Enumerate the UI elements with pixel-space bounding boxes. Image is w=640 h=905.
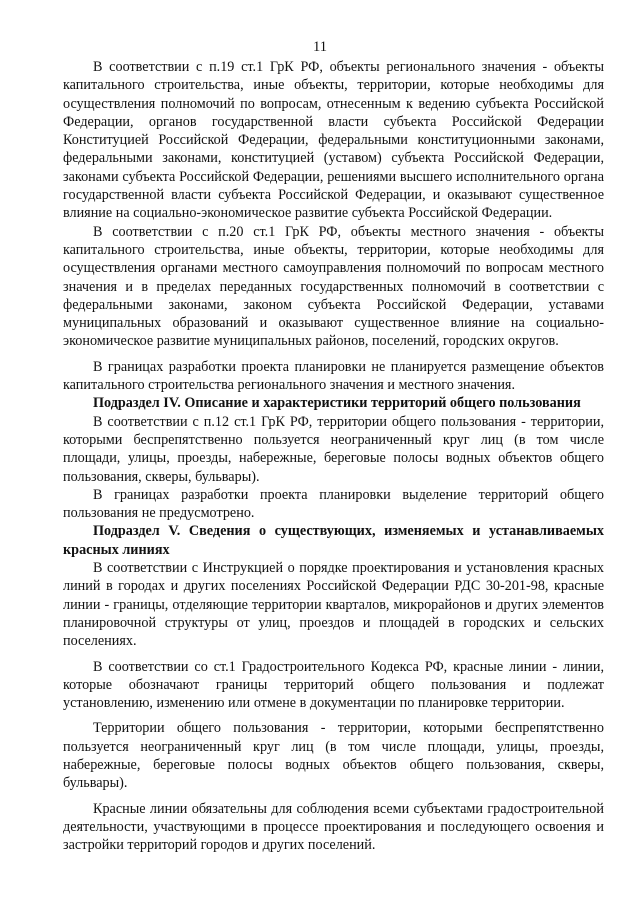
- paragraph-no-placement: В границах разработки проекта планировки не планируется размещение объектов капитального строительства регионального значения и местного значения.: [63, 358, 604, 394]
- paragraph-public-territories-definition: Территории общего пользования - территории, которыми беспрепятственно пользуется неограниченный круг лиц (в том числе площади, улицы, проезды, набережные, береговые полосы водных объектов общего пользования, скверы, бульвары).: [63, 720, 604, 792]
- page-number: 11: [313, 39, 327, 55]
- document-body: [63, 58, 604, 854]
- paragraph-public-territories: В соответствии с п.12 ст.1 ГрК РФ, территории общего пользования - территории, которыми беспрепятственно пользуется неограниченный круг лиц (в том числе площади, улицы, проезды, набережные, береговые полосы водных объектов общего пользования, скверы, бульвары).: [63, 413, 604, 485]
- paragraph-red-lines-code: В соответствии со ст.1 Градостроительного Кодекса РФ, красные линии - линии, которые обозначают границы территорий общего пользования и подлежат установлению, изменению или отмене в документации по планировке территории.: [63, 658, 604, 712]
- paragraph-red-lines-instruction: В соответствии с Инструкцией о порядке проектирования и установления красных линий в городах и других поселениях Российской Федерации РДС 30-201-98, красные линии - границы, отделяющие территории кварталов, микрорайонов и других элементов планировочной структуры от улиц, проездов и площадей в городских и сельских поселениях.: [63, 560, 604, 650]
- section-heading-iv: Подраздел IV. Описание и характеристики территорий общего пользования: [93, 395, 581, 412]
- paragraph-no-public-territories: В границах разработки проекта планировки выделение территорий общего пользования не предусмотрено.: [63, 486, 604, 522]
- section-heading-v: Подраздел V. Сведения о существующих, изменяемых и устанавливаемых красных линиях: [63, 523, 604, 558]
- paragraph-regional-objects: В соответствии с п.19 ст.1 ГрК РФ, объекты регионального значения - объекты капитального строительства, иные объекты, территории, которые необходимы для осуществления полномочий по вопросам, отнесенным к ведению субъекта Российской Федерации, органов государственной власти субъекта Российской Федерации Конституцией Российской Федерации, федеральными конституционными законами, федеральными законами, конституцией (уставом) субъекта Российской Федерации, законами субъекта Российской Федерации, решениями высшего исполнительного органа государственной власти субъекта Российской Федерации, и оказывают существенное влияние на социально-экономическое развитие субъекта Российской Федерации.: [63, 59, 604, 222]
- paragraph-local-objects: В соответствии с п.20 ст.1 ГрК РФ, объекты местного значения - объекты капитального строительства, иные объекты, территории, которые необходимы для осуществления органами местного самоуправления полномочий по вопросам местного значения и в пределах переданных государственных полномочий в соответствии с федеральными законами, законом субъекта Российской Федерации, уставами муниципальных образований и оказывают существенное влияние на социально-экономическое развитие муниципальных районов, поселений, городских округов.: [63, 223, 604, 350]
- paragraph-red-lines-mandatory: Красные линии обязательны для соблюдения всеми субъектами градостроительной деятельности, участвующими в процессе проектирования и последующего освоения и застройки территорий городов и других поселений.: [63, 800, 604, 854]
